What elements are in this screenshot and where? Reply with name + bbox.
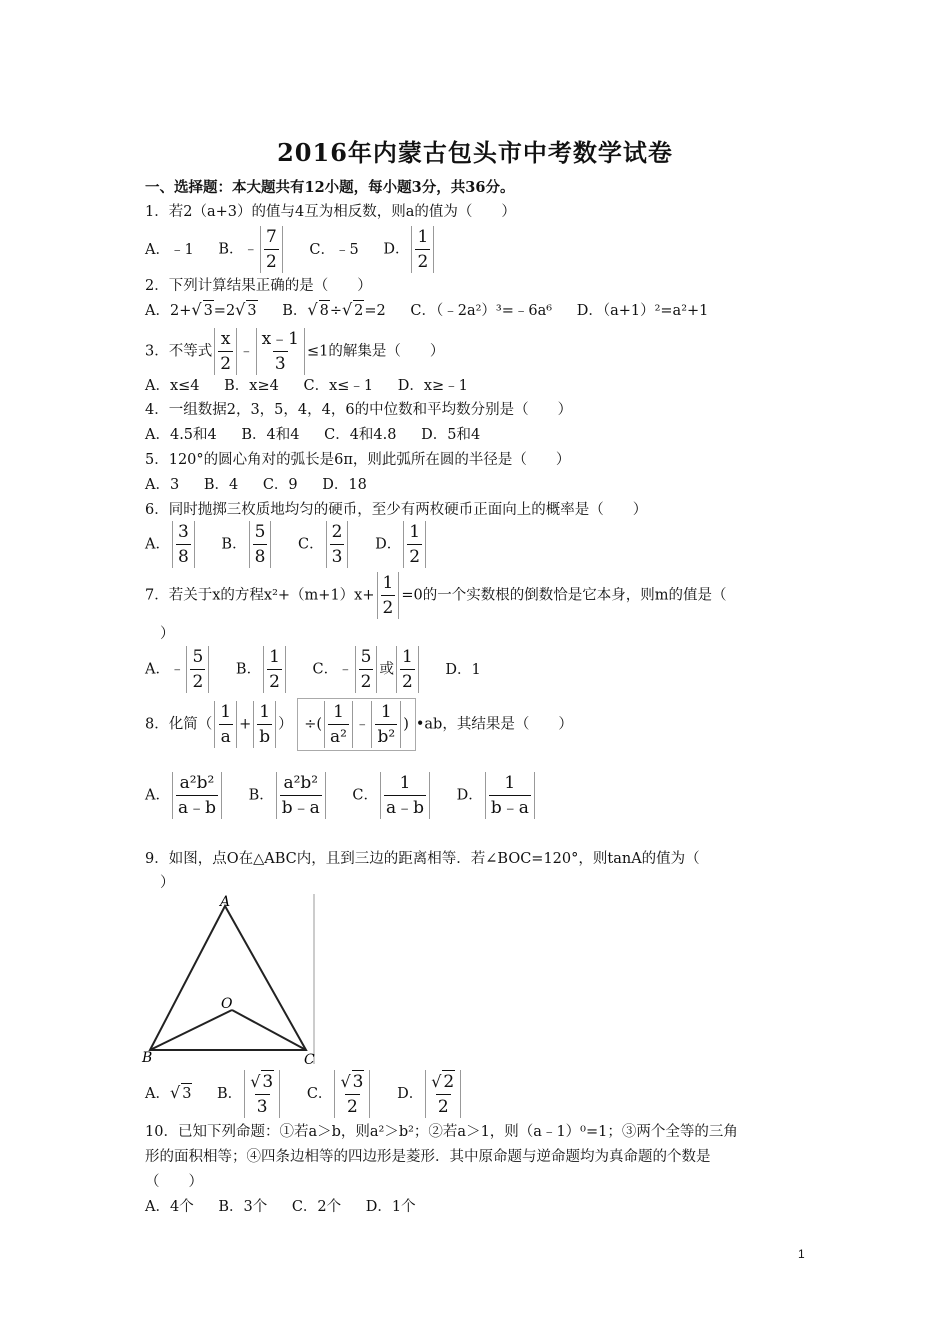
fraction: $\frac{√ 3}{3}$ [244,1070,280,1118]
label-o: O [221,996,233,1012]
sqrt-icon: √ [341,300,353,319]
triangle-abc [150,906,306,1050]
sqrt-icon: √ [191,300,202,319]
q3-stem: 3．不等式 $\frac{x}{2}$ ﹣ $\frac{x﹣1}{3}$ ≤1的解集是（ ） [145,329,445,374]
label-c: C [304,1052,315,1068]
q2-stem: 2．下列计算结果正确的是（ ） [145,278,372,294]
q6-stem: 6．同时抛掷三枚质地均匀的硬币，至少有两枚硬币正面向上的概率是（ ） [145,502,648,518]
fraction: $\frac{2}{3}$ [326,521,349,568]
page-number: 1 [798,1247,805,1261]
fraction: $\frac{1}{b﹣a}$ [485,772,535,819]
fraction: $\frac{1}{a}$ [214,701,237,748]
q7-options [145,646,501,693]
q6-option-d: D． $\frac{1}{2}$ [375,521,428,568]
q9-stem-cont: ） [160,875,175,891]
sqrt-icon: √ [235,300,246,319]
fraction: $\frac{5}{2}$ [355,646,378,693]
q7-stem: 7．若关于x的方程x²+（m+1）x+ $\frac{1}{2}$ =0的一个实数根的倒数恰是它本身，则m的值是（ [145,573,727,618]
fraction: $\frac{x}{2}$ [214,328,237,375]
q4-option-b: B．4和4 [241,427,300,443]
q1-option-b: B．﹣ $\frac{7}{2}$ [218,226,284,273]
triangle-figure [140,892,320,1072]
q5-option-c: C．9 [262,477,298,493]
sqrt-icon: √ [307,300,318,319]
q2-option-a: A．2+√ 3=2√ 3 [145,300,257,319]
q5-option-a: A．3 [145,477,180,493]
q5-option-d: D．18 [322,477,367,493]
q3-option-b: B．x≥4 [224,378,279,394]
fraction: $\frac{3}{8}$ [172,521,195,568]
q6-option-a: A． $\frac{3}{8}$ [145,521,197,568]
q3-option-a: A．x≤4 [145,378,200,394]
q2-option-d: D．（a+1）²=a²+1 [576,303,709,319]
sqrt-icon: √ [431,1072,442,1091]
q9-option-d: D． $\frac{√ 2}{2}$ [397,1070,463,1118]
q9-stem: 9．如图，点O在△ABC内，且到三边的距离相等．若∠BOC=120°，则tanA的值为（ [145,851,700,867]
q1-stem: 1．若2（a+3）的值与4互为相反数，则a的值为（ ） [145,204,516,220]
fraction: $\frac{1}{a﹣b}$ [380,772,430,819]
q5-option-b: B．4 [203,477,239,493]
fraction: $\frac{5}{8}$ [249,521,272,568]
q10-option-b: B．3个 [218,1199,268,1215]
segment-bo [150,1010,232,1050]
q9-options [145,1070,483,1118]
q3-option-d: D．x≥﹣1 [397,378,468,394]
label-b: B [142,1050,153,1066]
q1-option-d: D． $\frac{1}{2}$ [383,226,436,273]
q6-option-b: B． $\frac{5}{8}$ [221,521,273,568]
fraction: $\frac{√ 2}{2}$ [425,1070,461,1118]
q10-options [145,1197,436,1217]
fraction: $\frac{1}{\text{a²}}$ [324,701,353,748]
label-a: A [220,894,231,910]
fraction: $\frac{5}{2}$ [186,646,209,693]
q10-line-2: 形的面积相等；④四条边相等的四边形是菱形．其中原命题与逆命题均为真命题的个数是 [145,1149,711,1165]
q8-option-b: B． $\frac{\text{a²b²}}{b﹣a}$ [249,772,328,819]
fraction: $\frac{\text{a²b²}}{a﹣b}$ [172,772,222,819]
q8-option-d: D． $\frac{1}{b﹣a}$ [457,772,537,819]
q10-option-c: C．2个 [291,1199,342,1215]
page-title: 2016年内蒙古包头市中考数学试卷 [277,138,673,167]
q6-options [145,521,448,568]
q4-option-a: A．4.5和4 [145,427,217,443]
sqrt-icon: √ [340,1072,351,1091]
q2-options [145,300,728,321]
q7-stem-cont: ） [160,626,175,642]
fraction: $\frac{7}{2}$ [260,226,283,273]
fraction: $\frac{1}{2}$ [396,646,419,693]
q10-option-d: D．1个 [365,1199,416,1215]
q7-option-b: B． $\frac{1}{2}$ [236,646,288,693]
q1-options [145,226,456,273]
q7-option-d: D．1 [445,661,481,678]
q4-option-c: C．4和4.8 [324,427,397,443]
q4-option-d: D．5和4 [421,427,481,443]
q9-option-c: C． $\frac{√ 3}{2}$ [307,1070,373,1118]
q5-options [145,475,387,495]
q1-option-a: A．﹣1 [145,241,194,258]
q6-option-c: C． $\frac{2}{3}$ [298,521,350,568]
q7-option-a: A．﹣ $\frac{5}{2}$ [145,646,211,693]
q2-option-c: C．（﹣2a²）³=﹣6a⁶ [410,303,553,319]
q3-option-c: C．x≤﹣1 [303,378,374,394]
q1-option-c: C．﹣5 [309,241,359,258]
q3-options [145,376,488,396]
q8-divisor-box: ÷( $\frac{1}{\text{a²}}$ ﹣ $\frac{1}{\text{b²}}$ ) [297,698,416,751]
q9-option-b: B． $\frac{√ 3}{3}$ [217,1070,282,1118]
q2-option-b: B．√ 8÷√ 2=2 [282,300,386,319]
fraction: $\frac{1}{2}$ [403,521,426,568]
fraction: $\frac{\text{a²b²}}{b﹣a}$ [276,772,326,819]
fraction: $\frac{1}{2}$ [411,226,434,273]
q9-option-a: A．√ 3 [145,1083,192,1102]
q4-options [145,425,500,445]
fraction: $\frac{1}{2}$ [377,572,400,619]
fraction: $\frac{x﹣1}{3}$ [256,328,305,375]
fraction: $\frac{1}{b}$ [253,701,276,748]
q8-option-a: A． $\frac{\text{a²b²}}{a﹣b}$ [145,772,224,819]
fraction: $\frac{1}{\text{b²}}$ [371,701,401,748]
fraction: $\frac{1}{2}$ [263,646,286,693]
section-heading: 一、选择题：本大题共有12小题，每小题3分，共36分。 [145,179,515,196]
q8-stem: 8．化简（ $\frac{1}{a}$ + $\frac{1}{b}$ ） ÷( $\frac{1}{\text{a²}}$ ﹣ $\frac{1}{\text{b²}}$ ) •ab，其结果是（ ） [145,698,573,751]
sqrt-icon: √ [250,1072,261,1091]
q10-line-1: 10．已知下列命题：①若a＞b，则a²＞b²；②若a＞1，则（a﹣1）⁰=1；③两个全等的三角 [145,1124,738,1140]
q10-option-a: A．4个 [145,1199,194,1215]
q5-stem: 5．120°的圆心角对的弧长是6π，则此弧所在圆的半径是（ ） [145,452,571,468]
sqrt-icon: √ [169,1083,181,1102]
q7-option-c: C．﹣ $\frac{5}{2}$ 或 $\frac{1}{2}$ [313,646,421,693]
q10-line-3: （ ） [145,1174,203,1190]
q4-stem: 4．一组数据2，3，5，4，4，6的中位数和平均数分别是（ ） [145,402,573,418]
fraction: $\frac{√ 3}{2}$ [334,1070,370,1118]
q8-option-c: C． $\frac{1}{a﹣b}$ [352,772,432,819]
q8-options [145,772,557,819]
